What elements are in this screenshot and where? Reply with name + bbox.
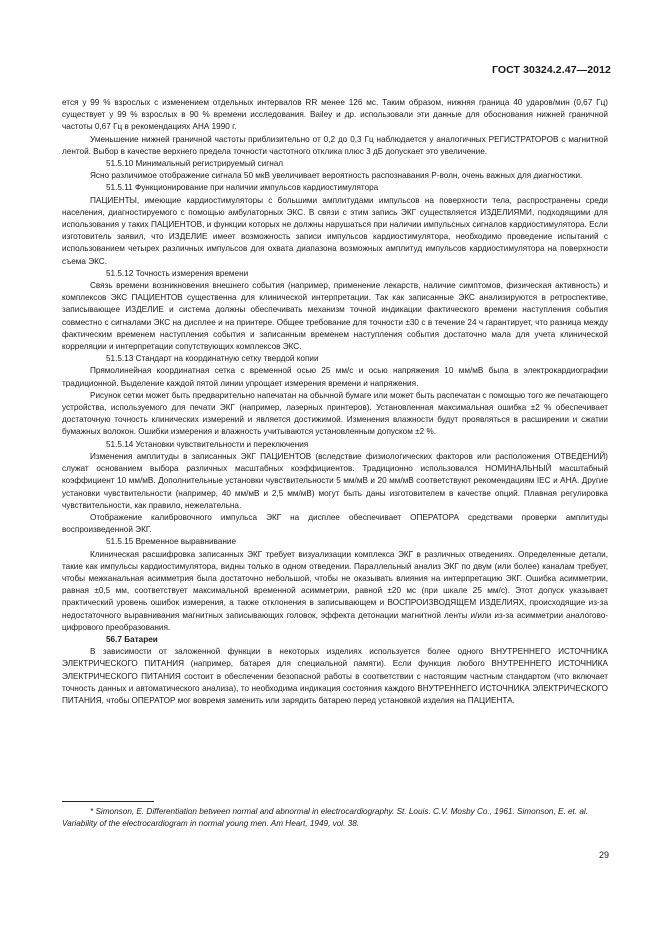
- section-heading: 51.5.12 Точность измерения времени: [106, 268, 249, 278]
- paragraph: В зависимости от заложенной функции в некоторых изделиях используется более одного ВНУТРЕННЕГО ИСТОЧНИКА ЭЛЕКТРИЧЕСКОГО ПИТАНИЯ (например, батарея для специальной памяти). Если функция любого ВНУТРЕННЕГО ИСТОЧНИКА ЭЛЕКТРИЧЕСКОГО ПИТАНИЯ состоит в обеспечении безопасной работы в соответствии с настоящим частным стандартом (что включает точность данных и автоматического анализа), то необходима индикация состояния каждого ВНУТРЕННЕГО ИСТОЧНИКА ЭЛЕКТРИЧЕСКОГО ПИТАНИЯ, чтобы ОПЕРАТОР мог вовремя заменить или зарядить батарею перед установкой изделия на ПАЦИЕНТА.: [62, 647, 608, 705]
- paragraph: Рисунок сетки может быть предварительно напечатан на обычной бумаге или может быть распечатан с помощью того же печатающего устройства, используемого для печати ЭКГ (например, лазерных принтеров). Установленная максимальная ошибка ±2 % обеспечивает достаточную точность клинических измерений и является достижимой. Изменения влажности будут проявляться в расширении и сжатии бумажных волокон. Ошибки измерения и влажность учитываются установленным допуском ±2 %.: [62, 390, 608, 437]
- body-text: [62, 97, 608, 707]
- paragraph: Отображение калибровочного импульса ЭКГ на дисплее обеспечивает ОПЕРАТОРА средствами проверки амплитуды воспроизведенной ЭКГ.: [62, 512, 608, 535]
- section-heading: 51.5.10 Минимальный регистрируемый сигнал: [106, 159, 284, 169]
- footnote-divider: [62, 801, 154, 802]
- paragraph: ПАЦИЕНТЫ, имеющие кардиостимуляторы с большими амплитудами импульсов на поверхности тела, распространены среди населения, диагностируемого с помощью амбулаторных ЭКС. В связи с этим запись ЭКГ существляется ИЗДЕЛИЯМИ, подходящими для использования у таких ПАЦИЕНТОВ, и функции которых не должны нарушаться при наличии импульсных сигналов кардиостимулятора. Если изготовитель заявил, что ИЗДЕЛИЕ имеет возможность записи импульсов кардиостимулятора, необходимо проведение испытаний с использованием четырех различных импульсов для охвата диапазона возможных амплитуд импульсов кардиостимулятора на поверхности съема ЭКС.: [62, 195, 608, 266]
- standard-code-header: ГОСТ 30324.2.47—2012: [491, 64, 611, 76]
- paragraph: Клиническая расшифровка записанных ЭКГ требует визуализации комплекса ЭКГ в различных отведениях. Определенные детали, такие как импульсы кардиостимулятора, видны только в одном отведении. Параллельный анализ ЭКГ по двум (или более) каналам требует, чтобы межканальная асимметрия была достаточно небольшой, чтобы не оказывать влияния на интерпретацию ЭКГ. Ошибка асимметрии, равная ±0,5 мм, соответствует максимальной временной асимметрии, равной ±20 мс (при шкале 25 мм/с). Этот допуск указывает практический уровень ошибок измерения, а также отклонения в записывающем и ВОСПРОИЗВОДЯЩЕМ ИЗДЕЛИЯХ, происходящие из-за недостаточного выравнивания магнитных записывающих головок, эффекта детонации магнитной ленты и/или из-за асимметрии аналогово-цифрового преобразования.: [62, 549, 608, 632]
- section-heading: 51.5.14 Установки чувствительности и переключения: [106, 439, 309, 449]
- paragraph: Изменения амплитуды в записанных ЭКГ ПАЦИЕНТОВ (вследствие физиологических факторов или расположения ОТВЕДЕНИЙ) служат основанием выбора различных масштабных коэффициентов. Традиционно использовался НОМИНАЛЬНЫЙ масштабный коэффициент 10 мм/мВ. Дополнительные установки чувствительности 5 мм/мВ и 20 мм/мВ соответствуют рекомендациям IEC и АНА. Другие установки чувствительности (например, 40 мм/мВ и 2,5 мм/мВ) могут быть даны изготовителем в качестве опций. Плавная регулировка чувствительности, как правило, нежелательна.: [62, 451, 608, 510]
- paragraph: Связь времени возникновения внешнего события (например, применение лекарств, наличие симптомов, физическая активность) и комплексов ЭКС ПАЦИЕНТОВ существенна для клинической интерпретации. Так как записанные ЭКС анализируются в ретроспективе, записывающее ИЗДЕЛИЕ и система должны обеспечивать механизм точной индикации фактического времени наступления события совместно с сигналами ЭКС на дисплее и на принтере. Общее требование для точности ±30 с в течение 24 ч гарантирует, что разница между фактическим временем наступления события и записанным временем наступления события достаточно мала для учета клинической корреляции и интерпретации сопутствующих комплексов ЭКС.: [62, 281, 608, 352]
- section-heading: 51.5.13 Стандарт на координатную сетку твердой копии: [106, 354, 319, 364]
- section-heading-bold: 56.7 Батареи: [106, 634, 158, 644]
- section-heading: 51.5.11 Функционирование при наличии импульсов кардиостимулятора: [106, 183, 379, 193]
- paragraph-continuation: ется у 99 % взрослых с изменением отдельных интервалов RR менее 126 мс. Таким образом, нижняя граница 40 ударов/мин (0,67 Гц) существует у 99 % взрослых в 90 % времени исследования. Bailey и др. использовали эти данные для обоснования нижней граничной частоты 0,67 Гц в рекомендациях АНА 1990 г.: [62, 98, 608, 132]
- footnote-text: * Simonson, E. Differentiation between normal and abnormal in electrocardiography. St. Louis. C.V. Mosby Co., 1961. Simonson, E. et. al. Variability of the electrocardiogram in normal young men. Am Heart, 1949, vol. 38.: [62, 807, 589, 828]
- paragraph: Ясно различимое отображение сигнала 50 мкВ увеличивает вероятность распознавания Р-волн, очень важных для диагностики.: [90, 171, 583, 181]
- section-heading: 51.5.15 Временное выравнивание: [106, 537, 237, 547]
- page-number: 29: [598, 850, 609, 860]
- paragraph: Уменьшение нижней граничной частоты приблизительно от 0,2 до 0,3 Гц наблюдается у аналогичных РЕГИСТРАТОРОВ с магнитной лентой. Выбор в качестве верхнего предела точности частотного отклика плюс 3 дБ допускает это увеличение.: [62, 134, 608, 156]
- footnote: [62, 806, 608, 830]
- paragraph: Прямолинейная координатная сетка с временной осью 25 мм/с и осью напряжения 10 мм/мВ была в электрокардиографии традиционной. Выделение каждой пятой линии упрощает измерения времени и напряжения.: [62, 366, 608, 388]
